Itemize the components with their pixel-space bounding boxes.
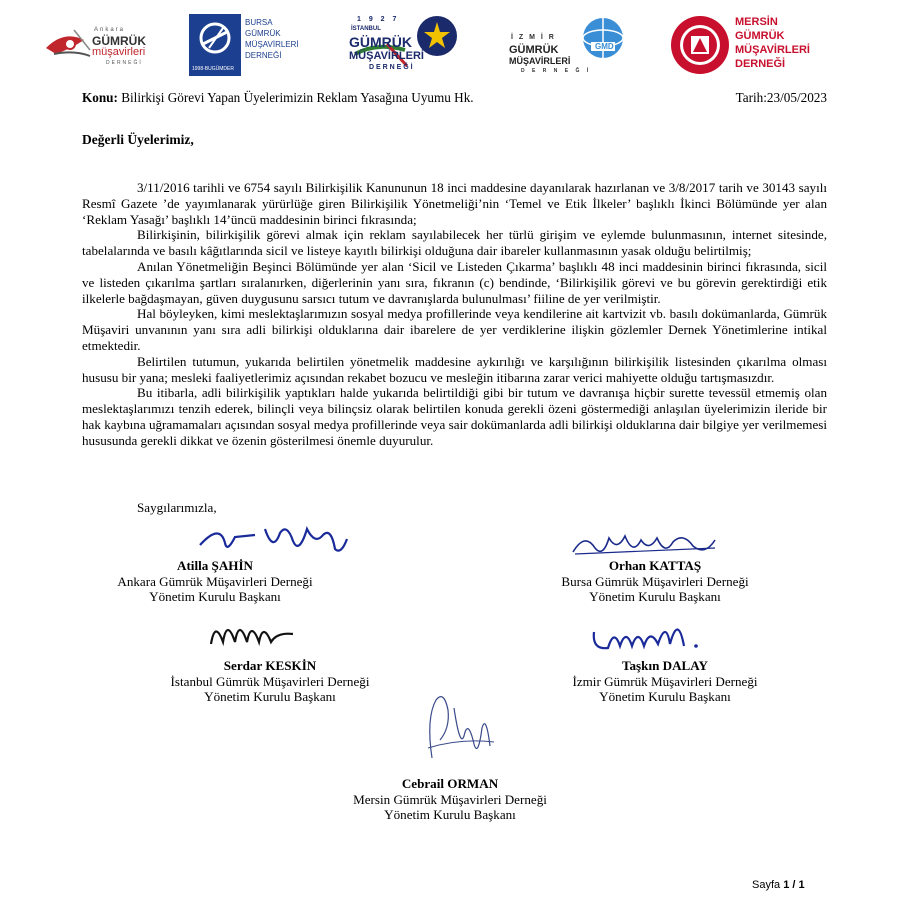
signatory-org: Bursa Gümrük Müşavirleri Derneği	[561, 573, 749, 589]
closing: Saygılarımızla,	[137, 500, 217, 515]
istanbul-gumruk-logo	[347, 14, 467, 76]
signatory-title: Yönetim Kurulu Başkanı	[589, 589, 721, 604]
signatory-name: Taşkın DALAY	[621, 658, 708, 673]
signature-keskin-image	[205, 612, 300, 657]
ankara-logo-line-4: DERNEĞİ	[106, 60, 143, 66]
istanbul-logo-line-4: MÜŞAVİRLERİ	[349, 50, 424, 62]
istanbul-logo-line-5: D E R N E Ğ İ	[369, 64, 413, 71]
body-paragraph: Bu itibarla, adli bilirkişilik yaptıkları halde yukarıda belirtildiği gibi bir tutum ve davranışa hiçbir surette tevessül etmemiş olan meslektaşlarımızı tenzih ederek, bilinçli veya bilinçsiz olarak belirtilen konuda gerekli özeni göstermediği anlaşılan üyelerimizin ileride bir hak kaybına uğramamaları açısından sosyal medya profillerinde veya sair dokümanlarda adli bilirkişi olduklarına dair bilgiye yer verilmemesi hususunda gerekli dikkat ve özenin gösterilmesi önemle duyurulur.	[82, 385, 827, 448]
signatory-block	[125, 658, 415, 705]
subject-line	[82, 90, 827, 108]
page-total: 1	[798, 879, 805, 891]
bursa-logo-line-2: GÜMRÜK	[245, 29, 281, 38]
izmir-logo-line-4: D E R N E Ğ İ	[521, 68, 592, 74]
istanbul-logo-line-3: GÜMRÜK	[349, 34, 412, 50]
izmir-gumruk-logo	[507, 14, 632, 76]
signatory-block	[95, 558, 335, 605]
signatory-org: Mersin Gümrük Müşavirleri Derneği	[353, 791, 547, 807]
istanbul-logo-line-2: İSTANBUL	[351, 26, 381, 32]
signatory-block	[520, 558, 790, 605]
bursa-logo-line-1: BURSA	[245, 18, 273, 27]
istanbul-logo-line-1: 1 9 2 7	[357, 16, 400, 23]
subject-text: Bilirkişi Görevi Yapan Üyelerimizin Reklam Yasağına Uyumu Hk.	[121, 90, 474, 105]
signature-sahin-image	[195, 515, 355, 560]
signature-kattas-image	[565, 522, 725, 562]
signatory-name: Serdar KESKİN	[223, 658, 317, 673]
signature-orman-image	[420, 688, 500, 778]
mersin-logo-line-4: DERNEĞİ	[735, 58, 786, 70]
bursa-logo-line-4: DERNEĞİ	[245, 51, 282, 60]
body-paragraph: Hal böyleyken, kimi meslektaşlarımızın sosyal medya profillerinde veya kendilerine ait kartvizit vb. basılı dokümanlarda, Gümrük Müşaviri unvanının yanı sıra adli bilirkişi olduklarına dair ibarelere de yer verdiklerine ilişkin gözlemler Dernek Yönetimlerine intikal etmektedir.	[82, 306, 827, 353]
bursa-logo-sub: 1998-BUGÜMDER	[192, 66, 234, 72]
ankara-logo-line-2: GÜMRÜK	[92, 34, 146, 48]
bursa-logo-line-3: MÜŞAVİRLERİ	[245, 40, 299, 49]
signatory-org: İstanbul Gümrük Müşavirleri Derneği	[170, 673, 370, 689]
subject-label: Konu:	[82, 90, 118, 105]
mersin-emblem-icon	[669, 12, 731, 78]
document-date: Tarih:23/05/2023	[735, 90, 827, 105]
page-current: 1	[783, 879, 790, 891]
bursa-gumruk-logo	[189, 14, 299, 76]
izmir-logo-line-1: İ Z M İ R	[511, 34, 556, 41]
body-paragraph: Belirtilen tutumun, yukarıda belirtilen yönetmelik maddesine aykırılığı ve karşılığının bilirkişilik listesinden çıkarılma olması hususu bir yana; mesleki faaliyetlerimiz açısından rekabet bozucu ve mesleğin itibarına zarar verici mahiyette olduğu tartışmasızdır.	[82, 353, 827, 385]
signatory-org: Ankara Gümrük Müşavirleri Derneği	[117, 573, 313, 589]
greeting: Değerli Üyelerimiz,	[82, 132, 194, 147]
page-number	[752, 879, 805, 891]
signatory-title: Yönetim Kurulu Başkanı	[204, 689, 336, 704]
ankara-logo-line-1: Ankara	[94, 27, 126, 33]
signatory-name: Cebrail ORMAN	[401, 776, 499, 791]
bursa-emblem-icon	[189, 14, 241, 66]
mersin-gumruk-logo	[669, 12, 810, 78]
signatory-org: İzmir Gümrük Müşavirleri Derneği	[572, 673, 758, 689]
signatory-title: Yönetim Kurulu Başkanı	[599, 689, 731, 704]
ankara-logo-line-3: müşavirleri	[92, 46, 146, 58]
signatory-block	[520, 658, 810, 705]
bursa-logo-square	[189, 14, 241, 76]
signatory-block	[300, 776, 600, 823]
page-separator: /	[792, 879, 796, 891]
signatory-title: Yönetim Kurulu Başkanı	[149, 589, 281, 604]
izmir-logo-line-3: MÜŞAVİRLERİ	[509, 56, 571, 66]
signatory-title: Yönetim Kurulu Başkanı	[384, 807, 516, 822]
mersin-logo-line-3: MÜŞAVİRLERİ	[735, 44, 810, 56]
body-paragraph: Bilirkişinin, bilirkişilik görevi almak için reklam sayılabilecek her türlü girişim ve eylemde bulunmasının, internet sitesinde, tabelalarında ve basılı kâğıtlarında sicil ve listeye kayıtlı bilirkişi olduğuna dair ibareler kullanmasının yasak olduğu belirtilmiş;	[82, 227, 827, 259]
ankara-gumruk-logo	[44, 20, 164, 70]
izmir-logo-badge: GMD	[595, 42, 614, 51]
mersin-logo-line-2: GÜMRÜK	[735, 30, 785, 42]
signature-dalay-image	[588, 610, 708, 656]
signatory-name: Orhan KATTAŞ	[608, 558, 702, 573]
letter-body	[82, 180, 827, 449]
page-label: Sayfa	[752, 879, 781, 891]
izmir-logo-line-2: GÜMRÜK	[509, 44, 559, 56]
body-paragraph: Anılan Yönetmeliğin Beşinci Bölümünde yer alan ‘Sicil ve Listeden Çıkarma’ başlıklı 48 inci maddesinin birinci fıkrasında, sicil ve listeden çıkarılma şartları sıralanırken, diğerlerinin yanı sıra, fıkranın (c) bendinde, ‘Bilirkişilik görevi ve bu görevin gerektirdiği etik ilkelerle bağdaşmayan, güven duygusunu sarsıcı tutum ve davranışlarda bulunulması’ fiiline de yer verilmiştir.	[82, 258, 827, 306]
signatory-name: Atilla ŞAHİN	[176, 558, 254, 573]
body-paragraph: 3/11/2016 tarihli ve 6754 sayılı Bilirkişilik Kanununun 18 inci maddesine dayanılarak hazırlanan ve 3/8/2017 tarih ve 30143 sayılı Resmî Gazete ’de yayımlanarak yürürlüğe giren Bilirkişilik Yönetmeliği’nin ‘Temel ve Etik İlkeler’ başlıklı İkinci Bölümünde yer alan ‘Reklam Yasağı’ başlıklı 14’üncü maddesinin birinci fıkrasında;	[82, 180, 827, 227]
mersin-logo-line-1: MERSİN	[735, 16, 778, 28]
